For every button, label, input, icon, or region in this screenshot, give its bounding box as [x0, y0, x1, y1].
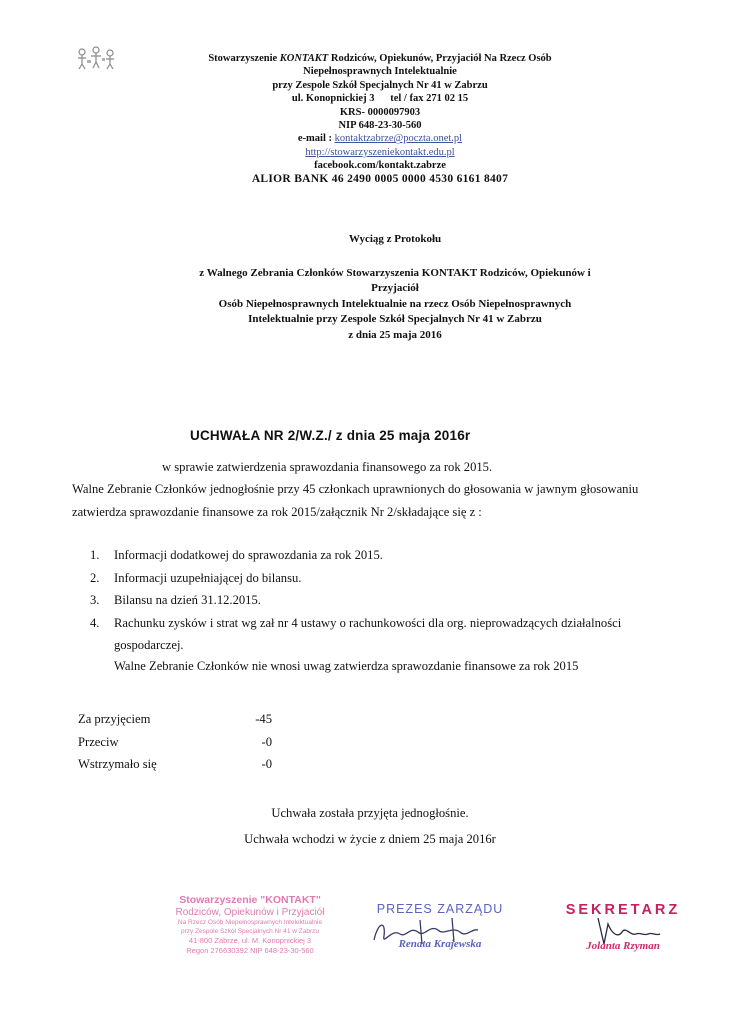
- president-signature-icon: [360, 914, 520, 950]
- stamp-line-3: Na Rzecz Osób Niepełnosprawnych Intelektualnie: [177, 919, 323, 926]
- list-item-text: Rachunku zysków i strat wg zał nr 4 ustawy o rachunkowości dla org. nieprowadzących działalności gospodarczej.: [114, 615, 622, 653]
- meeting-line-3: Osób Niepełnosprawnych Intelektualnie na rzecz Osób Niepełnosprawnych: [218, 297, 572, 310]
- list-item: [90, 612, 650, 657]
- org-nip: NIP 648-23-30-560: [338, 120, 422, 132]
- adoption-statement: Uchwała została przyjęta jednogłośnie.: [271, 806, 469, 820]
- stamp-line-1: Stowarzyszenie "KONTAKT": [179, 894, 321, 906]
- org-name-kontakt: KONTAKT: [279, 53, 329, 64]
- org-name-line2: Niepełnosprawnych Intelektualnie: [303, 66, 457, 78]
- president-name: Renata Krajewska: [398, 938, 482, 950]
- vote-value: -0: [261, 757, 272, 772]
- vote-label: Przeciw: [78, 734, 119, 749]
- components-list: [90, 544, 650, 657]
- org-school-line: przy Zespole Szkół Specjalnych Nr 41 w Zabrzu: [272, 79, 488, 91]
- facebook-address: facebook.com/kontakt.zabrze: [314, 160, 446, 172]
- website-link[interactable]: http://stowarzyszeniekontakt.edu.pl: [305, 146, 455, 158]
- resolution-title: UCHWAŁA NR 2/W.Z./ z dnia 25 maja 2016r: [190, 428, 471, 443]
- meeting-date: z dnia 25 maja 2016: [348, 328, 442, 341]
- meeting-line-2: Przyjaciół: [371, 282, 419, 294]
- president-title: PREZES ZARZĄDU: [376, 902, 504, 916]
- org-email-line: [150, 132, 610, 145]
- vote-row: [78, 708, 272, 731]
- bank-account: ALIOR BANK 46 2490 0005 0000 4530 6161 8407: [251, 172, 509, 185]
- org-name-prefix: Stowarzyszenie: [208, 53, 280, 64]
- vote-results: [78, 708, 272, 776]
- list-item-number: 4.: [90, 615, 100, 630]
- stamp-line-5: 41-800 Zabrze, ul. M. Konopnickiej 3: [188, 936, 312, 945]
- meeting-line-1: z Walnego Zebrania Członków Stowarzyszenia KONTAKT Rodziców, Opiekunów i: [199, 266, 591, 279]
- list-item-text: Informacji uzupełniającej do bilansu.: [114, 570, 302, 585]
- list-item: [90, 567, 650, 590]
- email-link[interactable]: kontaktzabrze@poczta.onet.pl: [334, 133, 463, 145]
- list-item-number: 1.: [90, 548, 100, 562]
- email-label: e-mail :: [297, 133, 335, 145]
- secretary-name: Jolanta Rzyman: [586, 940, 660, 952]
- secretary-signature-icon: [548, 914, 698, 950]
- vote-row: [78, 753, 272, 776]
- resolution-paragraph: Walne Zebranie Członków jednogłośnie przy 45 członkach uprawnionych do głosowania w jawnym głosowaniu zatwierdza sprawozdanie finansowe za rok 2015/załącznik Nr 2/składające się z :: [72, 482, 639, 519]
- org-address-phone: ul. Konopnickiej 3 tel / fax 271 02 15: [291, 93, 469, 105]
- stamp-line-2: Rodziców, Opiekunów i Przyjaciół: [175, 907, 325, 918]
- association-stamp: [160, 894, 340, 956]
- resolution-subject: w sprawie zatwierdzenia sprawozdania finansowego za rok 2015.: [162, 460, 493, 474]
- org-krs: KRS- 0000097903: [339, 106, 421, 118]
- stamp-line-4: przy Zespole Szkół Specjalnych Nr 41 w Zabrzu: [180, 927, 319, 935]
- secretary-signature-block: [548, 902, 698, 952]
- letterhead: [150, 52, 610, 186]
- letterhead-org-name: [150, 52, 610, 65]
- vote-label: Za przyjęciem: [78, 712, 151, 726]
- effective-date-statement: Uchwała wchodzi w życie z dniem 25 maja 2016r: [244, 832, 496, 846]
- org-name-suffix: Rodziców, Opiekunów, Przyjaciół Na Rzecz Osób: [328, 53, 552, 64]
- list-item-number: 3.: [90, 593, 100, 608]
- list-item-number: 2.: [90, 570, 100, 585]
- meeting-line-4: Intelektualnie przy Zespole Szkół Specjalnych Nr 41 w Zabrzu: [248, 313, 542, 325]
- list-item-text: Informacji dodatkowej do sprawozdania za rok 2015.: [114, 548, 383, 562]
- secretary-title: SEKRETARZ: [565, 902, 681, 918]
- list-item-text: Bilansu na dzień 31.12.2015.: [114, 593, 261, 608]
- list-item: [90, 544, 650, 567]
- president-signature-block: [360, 902, 520, 950]
- vote-value: -0: [261, 734, 272, 749]
- vote-value: -45: [255, 712, 272, 726]
- final-statements: [150, 800, 590, 852]
- closing-statement: Walne Zebranie Członków nie wnosi uwag zatwierdza sprawozdanie finansowe za rok 2015: [114, 659, 579, 673]
- protocol-title-block: [160, 232, 630, 343]
- list-item: [90, 589, 650, 612]
- association-logo-icon: [74, 44, 120, 70]
- vote-row: [78, 731, 272, 754]
- extract-title: Wyciąg z Protokołu: [348, 233, 442, 245]
- vote-label: Wstrzymało się: [78, 757, 157, 772]
- stamp-line-6: Regon 276630392 NIP 648-23-30-560: [186, 946, 314, 955]
